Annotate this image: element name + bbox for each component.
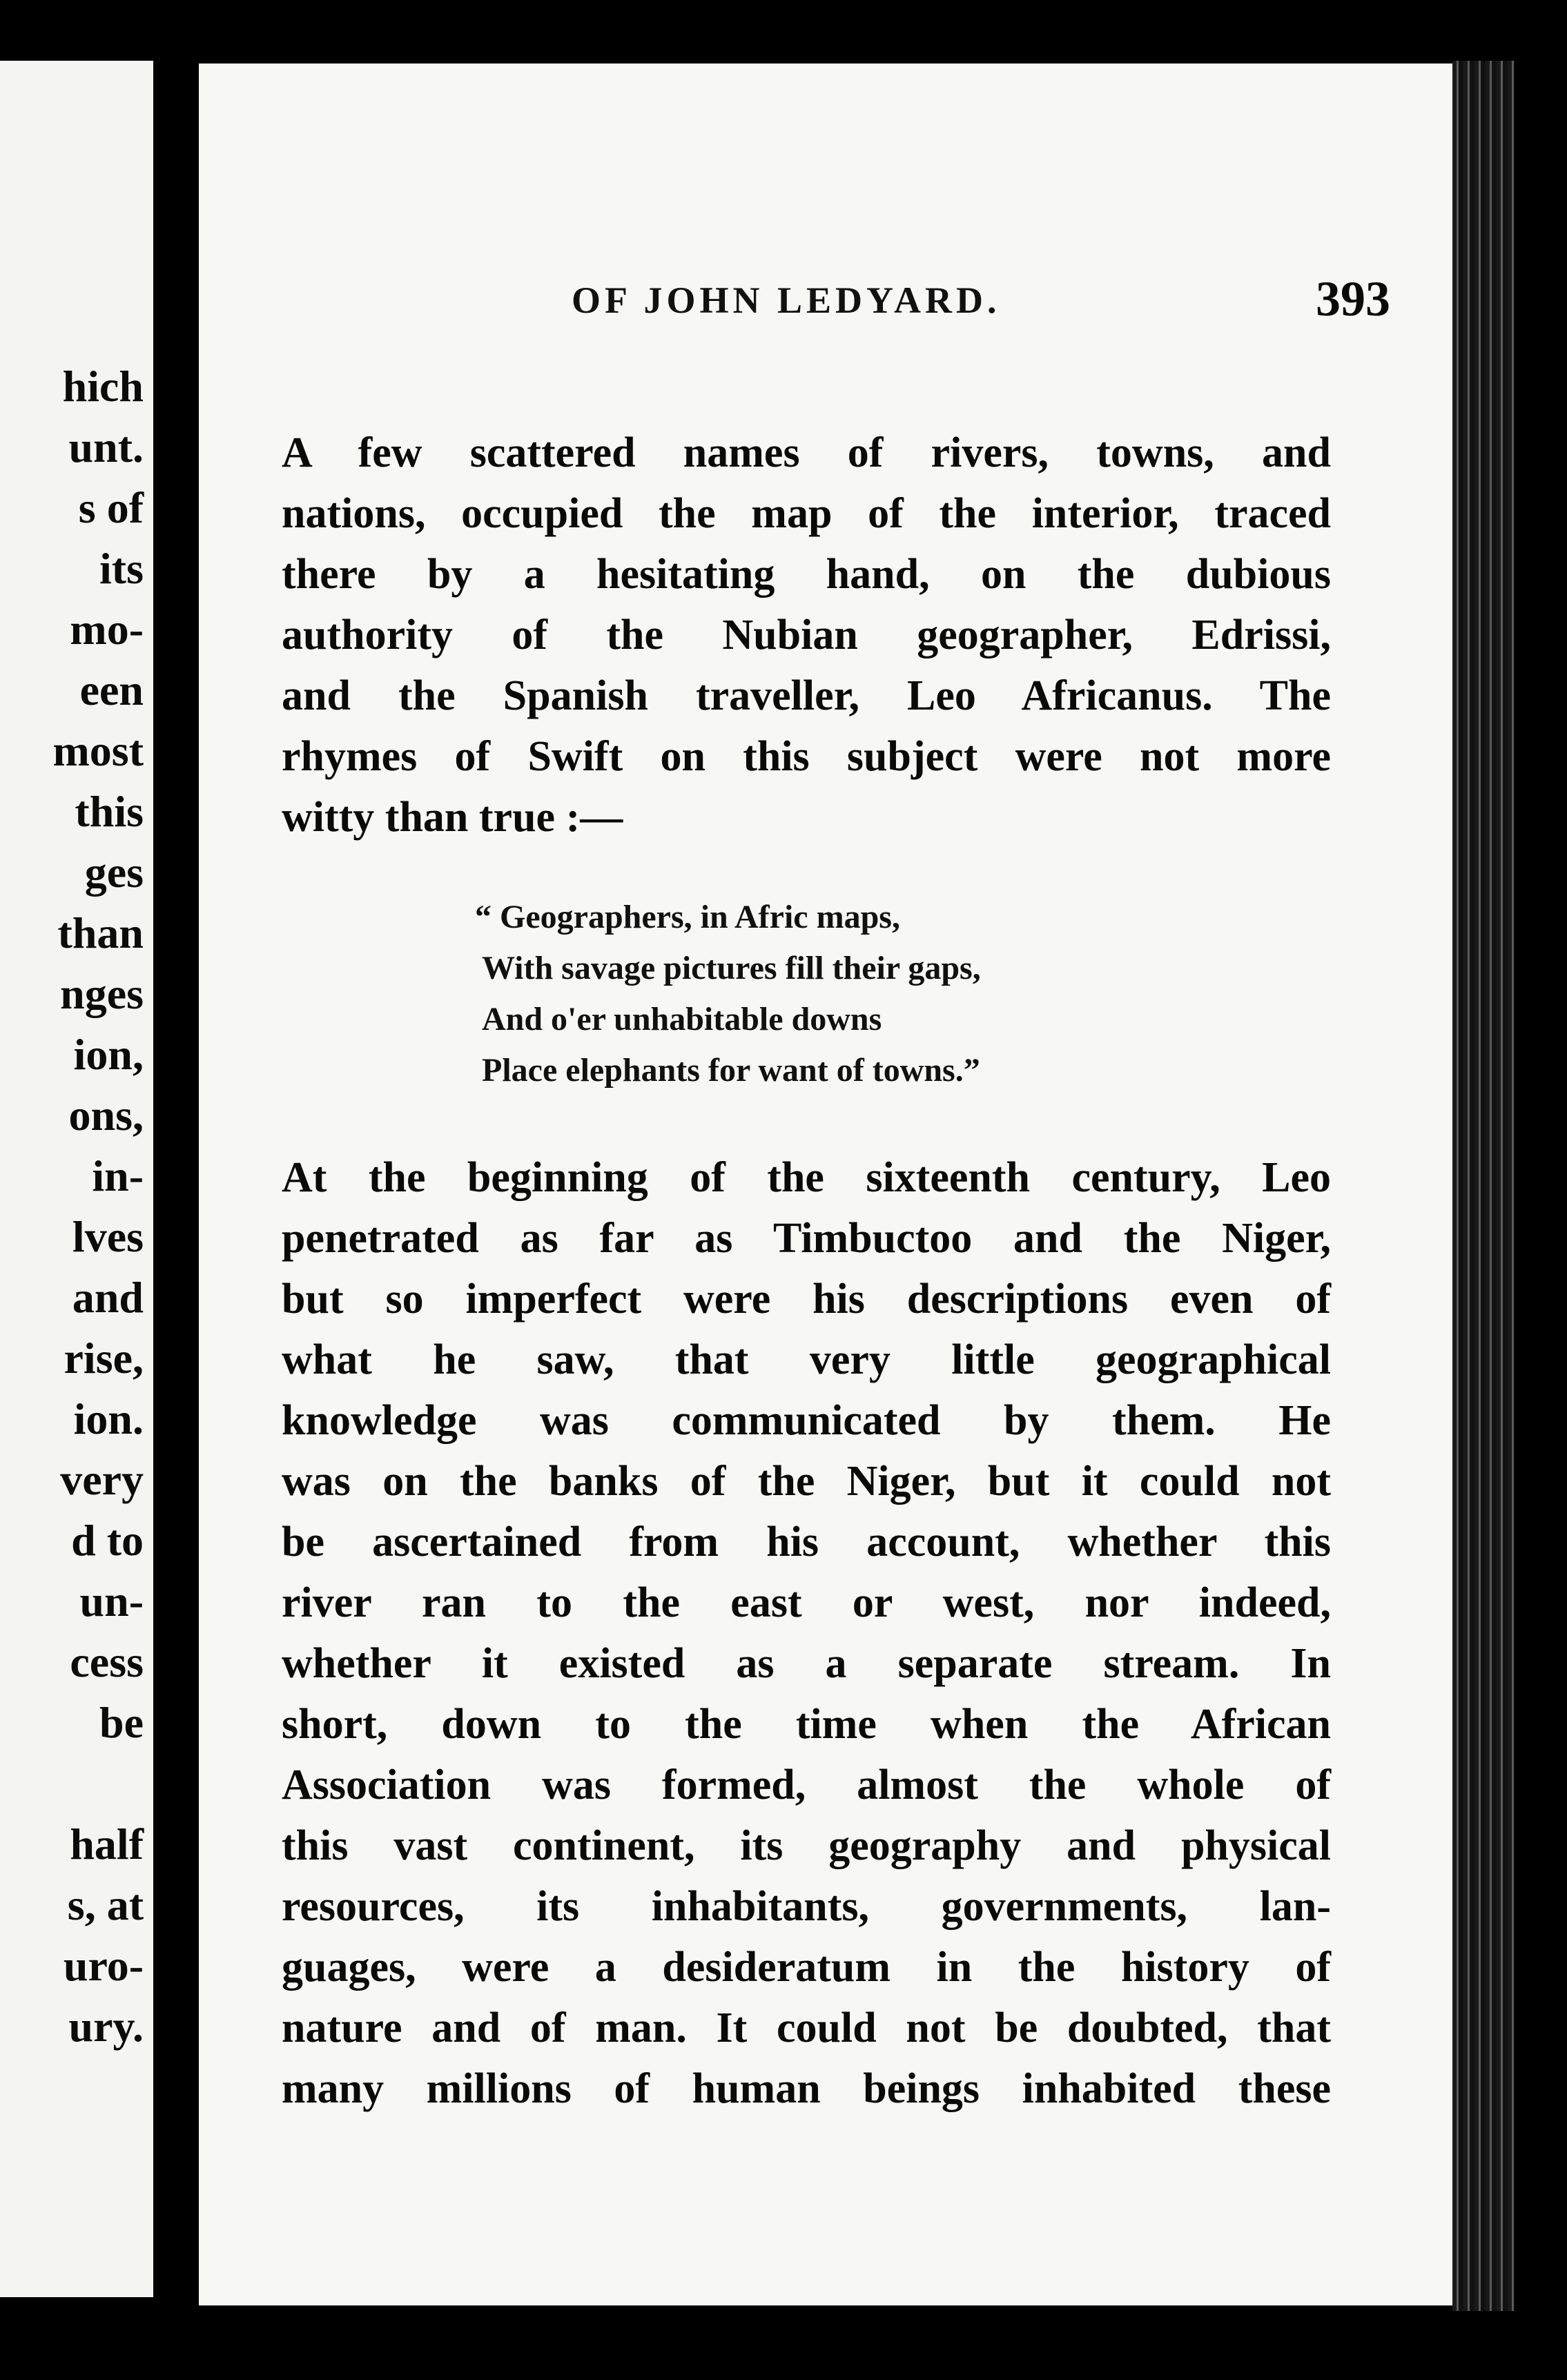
left-page-line: most xyxy=(52,726,144,775)
verse-line: Place elephants for want of towns.” xyxy=(482,1052,980,1089)
left-page-line: ury. xyxy=(68,2002,144,2051)
text-line: there by a hesitating hand, on the dubious xyxy=(282,551,1331,598)
left-page-line: lves xyxy=(72,1212,144,1261)
running-head: OF JOHN LEDYARD. xyxy=(572,280,1001,321)
text-line: Association was formed, almost the whole of xyxy=(282,1762,1331,1808)
left-page-line: ion, xyxy=(73,1030,144,1079)
text-line: penetrated as far as Timbuctoo and the Niger, xyxy=(282,1215,1331,1262)
page-number: 393 xyxy=(1316,271,1390,326)
text-line: authority of the Nubian geographer, Edrissi, xyxy=(282,612,1331,659)
previous-page-fragment xyxy=(0,61,153,2297)
verse-line: And o'er unhabitable downs xyxy=(482,1001,882,1037)
text-line: knowledge was communicated by them. He xyxy=(282,1397,1331,1444)
left-page-line: and xyxy=(72,1273,144,1322)
paragraph xyxy=(282,422,1331,848)
left-page-line: ons, xyxy=(68,1091,144,1140)
text-line: and the Spanish traveller, Leo Africanus. The xyxy=(282,672,1331,719)
page-header xyxy=(199,271,1452,333)
text-line: was on the banks of the Niger, but it could not xyxy=(282,1458,1331,1505)
left-page-line: mo- xyxy=(70,605,144,654)
left-page-line: s of xyxy=(78,483,144,532)
left-page-line: cess xyxy=(70,1637,144,1686)
text-line: river ran to the east or west, nor indeed, xyxy=(282,1579,1331,1626)
text-line: rhymes of Swift on this subject were not more xyxy=(282,733,1331,780)
left-page-line: un- xyxy=(79,1577,144,1626)
left-page-line: nges xyxy=(60,969,144,1018)
text-line: short, down to the time when the African xyxy=(282,1701,1331,1748)
text-line: this vast continent, its geography and physical xyxy=(282,1822,1331,1869)
left-page-line: ion. xyxy=(73,1394,144,1443)
left-page-line: its xyxy=(99,544,144,593)
book-page xyxy=(199,64,1452,2305)
left-page-line: this xyxy=(75,787,144,836)
text-line: witty than true :— xyxy=(282,794,623,841)
text-line: resources, its inhabitants, governments, lan- xyxy=(282,1883,1331,1930)
paragraph xyxy=(282,1147,1331,2119)
left-page-line: than xyxy=(57,908,144,957)
left-page-line: very xyxy=(60,1455,144,1504)
left-page-line: rise, xyxy=(64,1334,144,1383)
left-page-line: hich xyxy=(62,362,144,411)
text-line: At the beginning of the sixteenth century, Leo xyxy=(282,1154,1331,1201)
book-edge xyxy=(1452,61,1515,2311)
text-line: guages, were a desideratum in the history of xyxy=(282,1944,1331,1991)
left-page-line: s, at xyxy=(67,1880,144,1929)
left-page-line: be xyxy=(99,1698,144,1747)
text-line: whether it existed as a separate stream. In xyxy=(282,1640,1331,1687)
text-line: many millions of human beings inhabited these xyxy=(282,2065,1331,2112)
text-line: but so imperfect were his descriptions even of xyxy=(282,1276,1331,1323)
left-page-line: d to xyxy=(71,1516,144,1565)
left-page-line: een xyxy=(79,665,144,714)
verse-quotation xyxy=(475,892,1165,1096)
left-page-line: unt. xyxy=(68,422,144,471)
left-page-line: half xyxy=(70,1820,144,1869)
text-line: nature and of man. It could not be doubted, that xyxy=(282,2005,1331,2051)
verse-line: “ Geographers, in Afric maps, xyxy=(475,899,900,935)
left-page-line: in- xyxy=(92,1151,144,1200)
text-line: nations, occupied the map of the interior, traced xyxy=(282,490,1331,537)
text-line: what he saw, that very little geographical xyxy=(282,1336,1331,1383)
left-page-line: uro- xyxy=(63,1941,144,1990)
text-line: be ascertained from his account, whether this xyxy=(282,1519,1331,1565)
text-line: A few scattered names of rivers, towns, and xyxy=(282,429,1331,476)
verse-line: With savage pictures fill their gaps, xyxy=(482,950,981,986)
left-page-line: ges xyxy=(84,848,144,897)
